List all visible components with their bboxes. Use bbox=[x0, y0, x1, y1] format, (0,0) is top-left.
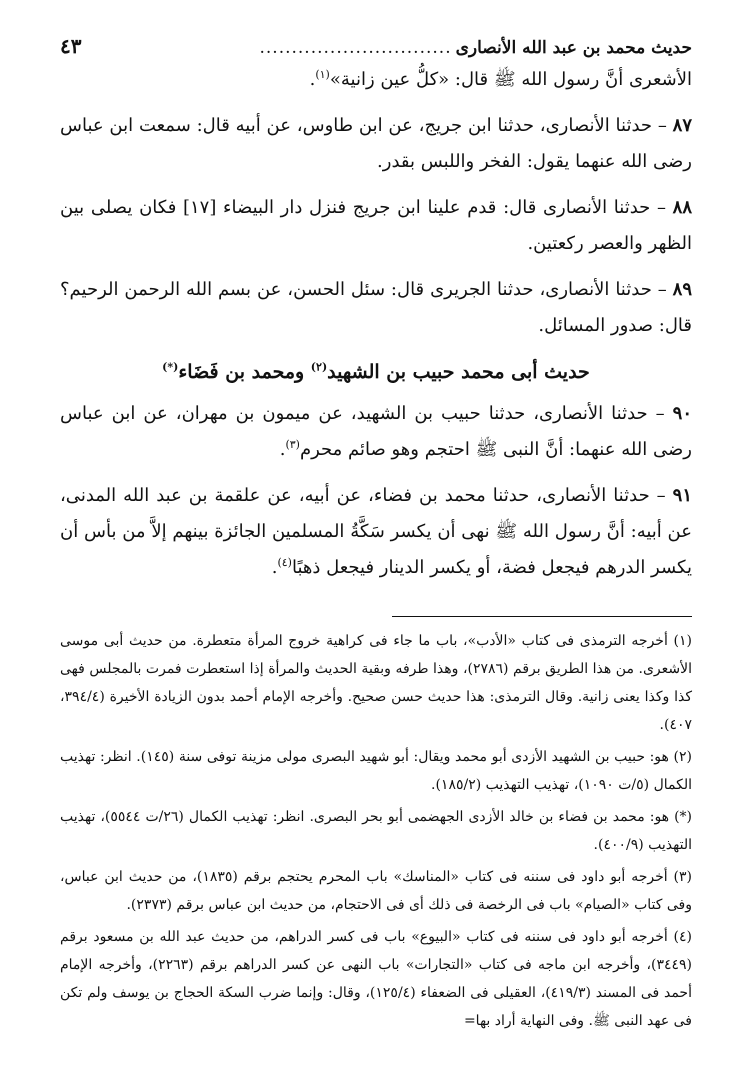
footnote-star: (*) هو: محمد بن فضاء بن خالد الأزدى الجهضمى أبو بحر البصرى. انظر: تهذيب الكمال (٢٦/ت ٥٥٤٤)، تهذيب التهذيب (٤٠٠/٩). bbox=[60, 809, 693, 853]
hadith-91 bbox=[60, 478, 692, 586]
footnote-2: (٢) هو: حبيب بن الشهيد الأزدى أبو محمد ويقال: أبو شهيد البصرى مولى مزينة توفى سنة (١٤٥). انظر: تهذيب الكمال (٥/ت ١٠٩٠)، تهذيب التهذيب (١٨٥/٢). bbox=[60, 749, 692, 793]
hadith-87 bbox=[60, 108, 692, 180]
hadith-number: ٩٠ bbox=[672, 403, 692, 424]
hadith-text: – حدثنا الأنصارى، حدثنا محمد بن فضاء، عن أبيه، عن علقمة بن عبد الله المدنى، عن أبيه: أنَّ رسول الله ﷺ نهى أن يكسر سَكَّةُ المسلمين الجائزة بينهم إلاَّ من بأس أن يكسر الدرهم فيجعل فضة، أو يكسر الدينار فيجعل ذهبًا bbox=[60, 485, 692, 578]
section-heading bbox=[60, 354, 692, 390]
hadith-text: – حدثنا الأنصارى قال: قدم علينا ابن جريج فنزل دار البيضاء [١٧] فكان يصلى بين الظهر والعصر ركعتين. bbox=[60, 197, 692, 254]
heading-part-a: حديث أبى محمد حبيب بن الشهيد bbox=[327, 361, 590, 383]
footnote-4: (٤) أخرجه أبو داود فى سننه فى كتاب «البيوع» باب فى كسر الدراهم، من حديث عبد الله بن مسعود برقم (٣٤٤٩)، وأخرجه ابن ماجه فى كتاب «التجارات» باب النهى عن كسر الدراهم برقم (٢٢٦٣)، وأخرجه الإمام أحمد فى المسند (٤١٩/٣)، العقيلى فى الضعفاء (١٢٥/٤)، وقال: وإنما ضرب السكة الحجاج بن يوسف ولم تكن فى عهد النبى ﷺ. وفى النهاية أراد بها= bbox=[60, 929, 692, 1029]
hadith-number: ٨٧ bbox=[672, 115, 692, 136]
header-title: حديث محمد بن عبد الله الأنصارى bbox=[455, 38, 692, 58]
running-header bbox=[60, 34, 692, 62]
hadith-text: – حدثنا الأنصارى، حدثنا حبيب بن الشهيد، عن ميمون بن مهران، عن ابن عباس رضى الله عنهما: أنَّ النبى ﷺ احتجم وهو صائم محرم bbox=[60, 403, 692, 460]
main-text bbox=[60, 62, 692, 586]
continued-hadith bbox=[60, 62, 692, 98]
hadith-88 bbox=[60, 190, 692, 262]
hadith-text: الأشعرى أنَّ رسول الله ﷺ قال: «كلُّ عين زانية» bbox=[329, 69, 692, 90]
footnote-separator bbox=[392, 616, 692, 617]
hadith-end: . bbox=[271, 557, 278, 578]
hadith-number: ٨٩ bbox=[672, 279, 692, 300]
hadith-number: ٨٨ bbox=[672, 197, 692, 218]
footnote-ref-2: (٢) bbox=[310, 360, 328, 374]
footnotes bbox=[60, 627, 692, 1035]
footnote-ref-1: (١) bbox=[315, 68, 330, 81]
footnote-1: (١) أخرجه الترمذى فى كتاب «الأدب»، باب ما جاء فى كراهية خروج المرأة متعطرة. من حديث أبى موسى الأشعرى. من هذا الطريق برقم (٢٧٨٦)، وهذا طرفه وبقية الحديث والمرأة إذا استعطرت فمرت بالمجلس فهى كذا وكذا يعنى زانية. وقال الترمذى: هذا حديث حسن صحيح. وأخرجه الإمام أحمد بدون الزيادة الأخيرة (٣٩٤/٤، ٤٠٧). bbox=[60, 633, 692, 733]
footnote-ref-star: (*) bbox=[162, 360, 179, 374]
page-number: ٤٣ bbox=[60, 34, 82, 58]
footnote-ref-3: (٣) bbox=[285, 438, 300, 451]
hadith-end: . bbox=[279, 439, 286, 460]
hadith-89 bbox=[60, 272, 692, 344]
hadith-text: – حدثنا الأنصارى، حدثنا ابن جريج، عن ابن طاوس، عن أبيه قال: سمعت ابن عباس رضى الله عنهما يقول: الفخر واللبس بقدر. bbox=[60, 115, 692, 172]
hadith-90 bbox=[60, 396, 692, 468]
heading-part-b: ومحمد بن فَضَاء bbox=[178, 361, 311, 383]
hadith-number: ٩١ bbox=[672, 485, 692, 506]
header-dot-leader: .............................. bbox=[259, 38, 452, 58]
footnote-3: (٣) أخرجه أبو داود فى سننه فى كتاب «المناسك» باب المحرم يحتجم برقم (١٨٣٥)، من حديث ابن عباس، وفى كتاب «الصيام» باب فى الرخصة فى ذلك أى فى الاحتجام، من حديث ابن عباس برقم (٢٣٧٣). bbox=[60, 869, 692, 913]
hadith-end: . bbox=[309, 69, 316, 90]
book-page bbox=[60, 34, 692, 1039]
footnote-ref-4: (٤) bbox=[277, 556, 292, 569]
hadith-text: – حدثنا الأنصارى، حدثنا الجريرى قال: سئل الحسن، عن بسم الله الرحمن الرحيم؟ قال: صدور المسائل. bbox=[60, 279, 692, 336]
